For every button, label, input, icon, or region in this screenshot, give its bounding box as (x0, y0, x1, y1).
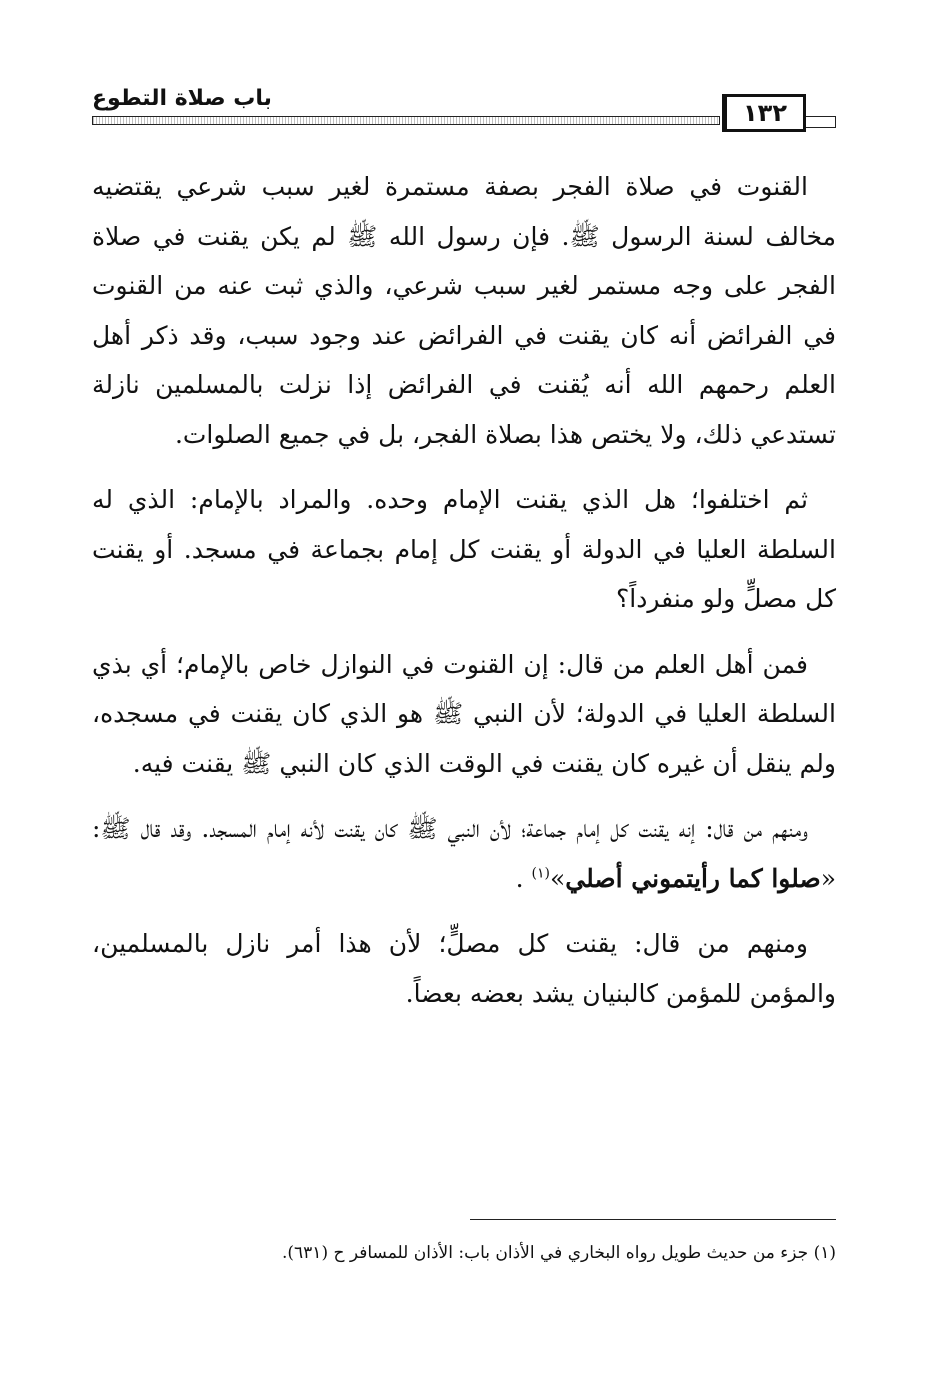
header-rule (92, 116, 720, 125)
footnote-rule (470, 1219, 836, 1220)
paragraph-2: ثم اختلفوا؛ هل الذي يقنت الإمام وحده. والمراد بالإمام: الذي له السلطة العليا في الدولة أو يقنت كل إمام بجماعة في مسجد. أو يقنت كل مصلٍّ ولو منفرداً؟ (92, 485, 836, 613)
body-text (92, 162, 836, 1034)
footnote-ref: (١) (531, 865, 550, 882)
paragraph-5: ومنهم من قال: يقنت كل مصلٍّ؛ لأن هذا أمر نازل بالمسلمين، والمؤمن للمؤمن كالبنيان يشد بعضه بعضاً. (92, 929, 836, 1008)
paragraph-3: فمن أهل العلم من قال: إن القنوت في النوازل خاص بالإمام؛ أي بذي السلطة العليا في الدولة؛ لأن النبي ﷺ هو الذي كان يقنت في مسجده، ولم ينقل أن غيره كان يقنت في الوقت الذي كان النبي ﷺ يقنت فيه. (92, 649, 836, 778)
hadith-close-quote: » (549, 863, 566, 893)
running-title: باب صلاة التطوع (92, 86, 272, 111)
paragraph-4-text: ومنهم من قال: إنه يقنت كل إمام جماعة؛ لأن النبي ﷺ كان يقنت لأنه إمام المسجد. وقد قال ﷺ: « (92, 814, 836, 893)
paragraph-4-end: . (515, 863, 532, 893)
footnote-1: (١) جزء من حديث طويل رواه البخاري في الأذان باب: الأذان للمسافر ح (٦٣١). (282, 1243, 836, 1263)
hadith-quote: صلوا كما رأيتموني أصلي (565, 863, 821, 893)
paragraph-1: القنوت في صلاة الفجر بصفة مستمرة لغير سبب شرعي يقتضيه مخالف لسنة الرسول ﷺ. فإن رسول الله ﷺ لم يكن يقنت في صلاة الفجر على وجه مستمر لغير سبب شرعي، والذي ثبت عنه من القنوت في الفرائض أنه كان يقنت في الفرائض عند وجود سبب، وقد ذكر أهل العلم رحمهم الله أنه يُقنت في الفرائض إذا نزلت بالمسلمين نازلة تستدعي ذلك، ولا يختص هذا بصلاة الفجر، بل في جميع الصلوات. (92, 172, 836, 449)
page-number-tab (806, 116, 836, 128)
paragraph-4 (92, 804, 836, 903)
page-number: ١٣٢ (722, 94, 806, 132)
